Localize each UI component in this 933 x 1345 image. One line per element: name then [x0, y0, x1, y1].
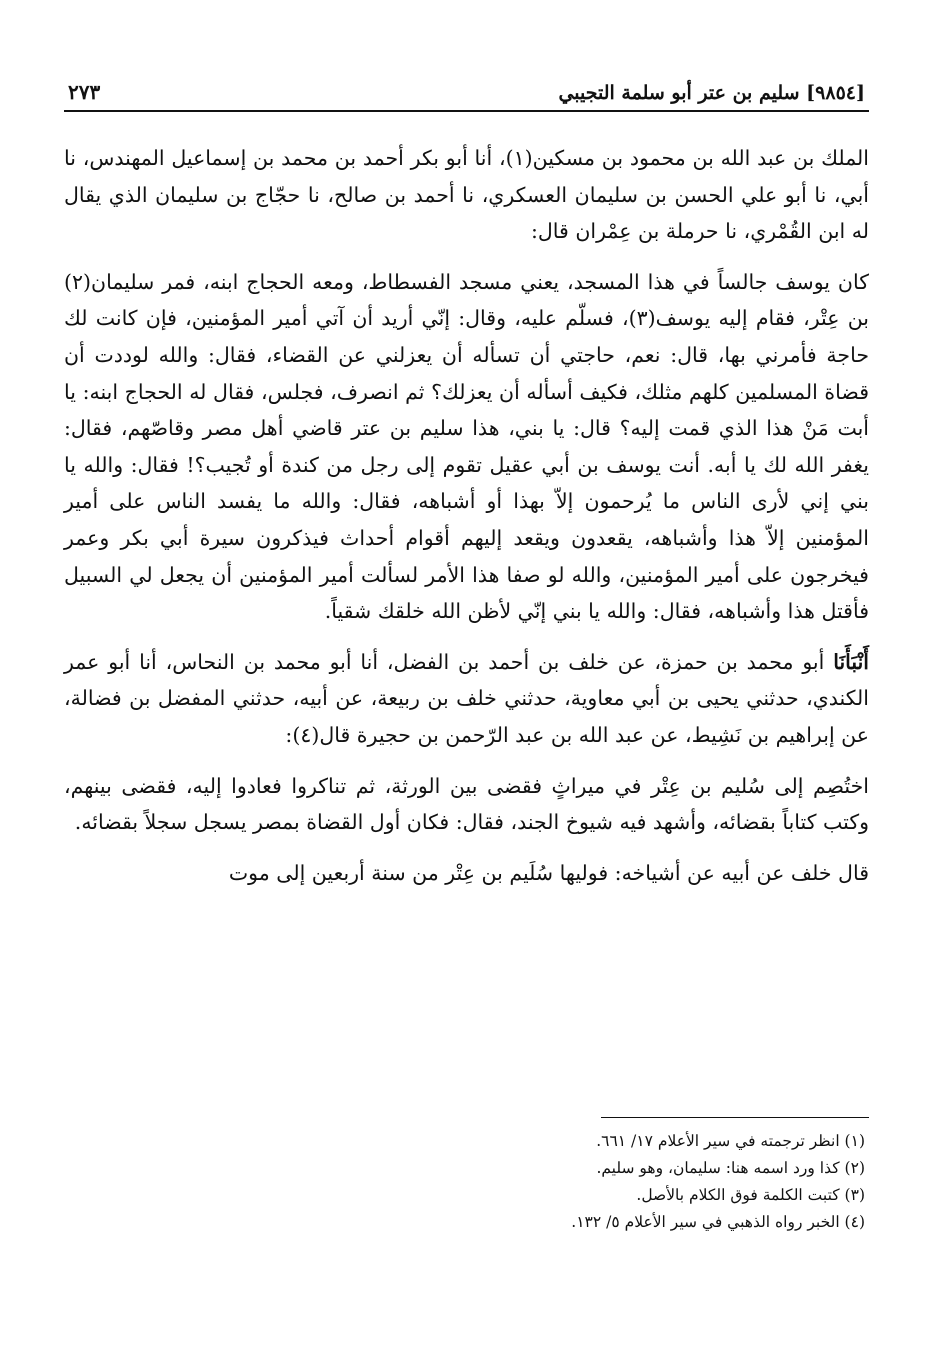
paragraph-text: اختُصِم إلى سُليم بن عِتْر في ميراثٍ فقضى بين الورثة، ثم تناكروا فعادوا إليه، فقضى بينهم، وكتب كتاباً بقضائه، وأشهد فيه شيوخ الجند، فقال: فكان أول القضاة بمصر يسجل سجلاً بقضائه. — [64, 773, 869, 835]
page-header — [64, 60, 869, 112]
paragraph-text: أبو محمد بن حمزة، عن خلف بن أحمد بن الفضل، أنا أبو محمد بن النحاس، أنا أبو عمر الكندي، حدثني يحيى بن أبي معاوية، حدثني خلف بن ربيعة، عن أبيه، حدثني المفضل بن فضالة، عن إبراهيم بن نَشِيط، عن عبد الله بن عبد الرّحمن بن حجيرة قال(٤): — [64, 649, 869, 747]
footnote-3: (٣) كتبت الكلمة فوق الكلام بالأصل. — [636, 1186, 865, 1204]
footnote-4: (٤) الخبر رواه الذهبي في سير الأعلام ٥/ ١٣٢. — [571, 1213, 865, 1231]
paragraph-4 — [64, 768, 869, 841]
page-number: ٢٧٣ — [68, 80, 101, 104]
footnote-divider — [601, 1117, 869, 1118]
footnote-1: (١) انظر ترجمته في سير الأعلام ١٧/ ٦٦١. — [596, 1132, 865, 1150]
paragraph-3 — [64, 644, 869, 754]
paragraph-2 — [64, 264, 869, 630]
paragraph-text: الملك بن عبد الله بن محمود بن مسكين(١)، أنا أبو بكر أحمد بن محمد بن إسماعيل المهندس، نا أبي، نا أبو علي الحسن بن سليمان العسكري، نا أحمد بن صالح، نا حجّاج بن سليمان الذي يقال له ابن القُمْري، نا حرملة بن عِمْران قال: — [64, 146, 869, 244]
paragraph-text: قال خلف عن أبيه عن أشياخه: فوليها سُلَيم بن عِتْر من سنة أربعين إلى موت — [228, 860, 869, 885]
paragraph-1 — [64, 140, 869, 250]
paragraph-5 — [64, 855, 869, 892]
paragraph-lead: أَنْبَأَنَا — [833, 649, 869, 674]
paragraph-text: كان يوسف جالساً في هذا المسجد، يعني مسجد الفسطاط، ومعه الحجاج ابنه، فمر سليمان(٢) بن عِتْر، فقام إليه يوسف(٣)، فسلّم عليه، وقال: إنّي أريد أن آتي أمير المؤمنين، فإن كانت لك حاجة فأمرني بها، قال: نعم، حاجتي أن تسأله أن يعزلني عن القضاء، فقال: والله لوددت أن قضاة المسلمين كلهم مثلك، فكيف أسأله أن يعزلك؟ ثم انصرف، فجلس، فقال له الحجاج ابنه: يا أبت مَنْ هذا الذي قمت إليه؟ قال: يا بني، هذا سليم بن عتر قاضي أهل مصر وقاصّهم، فقال: يغفر الله لك يا أبه. أنت يوسف بن أبي عقيل تقوم إلى رجل من كندة أو تُجيب؟! فقال: والله يا بني إني لأرى الناس ما يُرحمون إلاّ بهذا أو أشباهه، فقال: والله ما يفسد الناس على أمير المؤمنين إلاّ هذا وأشباهه، يقعدون ويقعد إليهم أقوام أحداث فيذكرون سيرة أبي بكر وعمر فيخرجون على أمير المؤمنين، والله لو صفا هذا الأمر لسألت أمير المؤمنين أن يجعل لي السبيل فأقتل هذا وأشباهه، فقال: والله يا بني إنّي لأظن الله خلقك شقياً. — [64, 269, 869, 624]
running-title: [٩٨٥٤] سليم بن عتر أبو سلمة التجيبي — [558, 82, 865, 104]
main-text — [64, 140, 869, 891]
footnotes — [64, 1117, 869, 1236]
footnote-2: (٢) كذا ورد اسمه هنا: سليمان، وهو سليم. — [596, 1159, 865, 1177]
